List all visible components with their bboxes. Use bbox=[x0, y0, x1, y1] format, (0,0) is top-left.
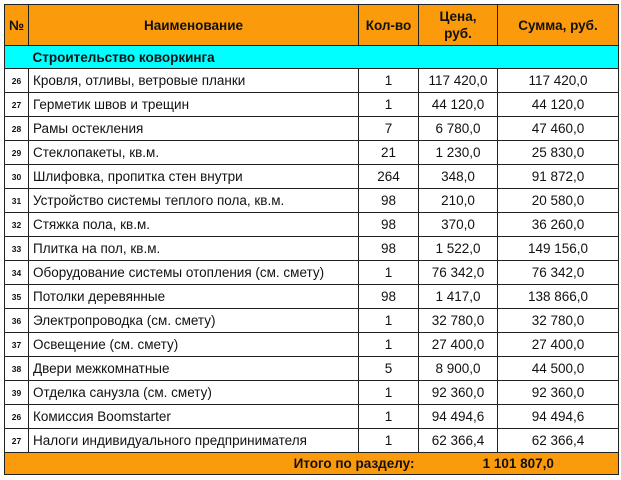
item-name: Устройство системы теплого пола, кв.м. bbox=[29, 189, 359, 213]
table-row bbox=[5, 429, 619, 453]
item-sum: 25 830,0 bbox=[498, 141, 619, 165]
row-number: 26 bbox=[5, 405, 29, 429]
item-price: 8 900,0 bbox=[419, 357, 498, 381]
table-row bbox=[5, 357, 619, 381]
item-qty: 21 bbox=[359, 141, 419, 165]
row-number: 31 bbox=[5, 189, 29, 213]
item-name: Рамы остекления bbox=[29, 117, 359, 141]
item-name: Плитка на пол, кв.м. bbox=[29, 237, 359, 261]
footer-label: Итого по разделу: bbox=[5, 453, 419, 475]
item-qty: 5 bbox=[359, 357, 419, 381]
item-name: Оборудование системы отопления (см. смету) bbox=[29, 261, 359, 285]
item-sum: 138 866,0 bbox=[498, 285, 619, 309]
item-price: 44 120,0 bbox=[419, 93, 498, 117]
item-qty: 264 bbox=[359, 165, 419, 189]
row-number: 38 bbox=[5, 357, 29, 381]
item-qty: 1 bbox=[359, 93, 419, 117]
table-row bbox=[5, 93, 619, 117]
header-qty: Кол-во bbox=[359, 5, 419, 46]
table-row bbox=[5, 285, 619, 309]
item-sum: 36 260,0 bbox=[498, 213, 619, 237]
row-number: 36 bbox=[5, 309, 29, 333]
item-name: Потолки деревянные bbox=[29, 285, 359, 309]
item-price: 370,0 bbox=[419, 213, 498, 237]
item-sum: 20 580,0 bbox=[498, 189, 619, 213]
item-price: 92 360,0 bbox=[419, 381, 498, 405]
item-name: Отделка санузла (см. смету) bbox=[29, 381, 359, 405]
item-qty: 1 bbox=[359, 333, 419, 357]
footer-row bbox=[5, 453, 619, 475]
item-qty: 1 bbox=[359, 309, 419, 333]
item-sum: 32 780,0 bbox=[498, 309, 619, 333]
row-number: 27 bbox=[5, 429, 29, 453]
item-sum: 44 120,0 bbox=[498, 93, 619, 117]
item-qty: 98 bbox=[359, 237, 419, 261]
item-price: 27 400,0 bbox=[419, 333, 498, 357]
section-spacer bbox=[419, 46, 498, 69]
section-title: Строительство коворкинга bbox=[29, 46, 359, 69]
item-sum: 92 360,0 bbox=[498, 381, 619, 405]
item-name: Комиссия Boomstarter bbox=[29, 405, 359, 429]
section-spacer bbox=[359, 46, 419, 69]
header-price-line2: руб. bbox=[444, 26, 472, 41]
item-price: 210,0 bbox=[419, 189, 498, 213]
item-price: 1 522,0 bbox=[419, 237, 498, 261]
item-price: 6 780,0 bbox=[419, 117, 498, 141]
item-sum: 76 342,0 bbox=[498, 261, 619, 285]
estimate-table bbox=[4, 4, 619, 475]
row-number: 28 bbox=[5, 117, 29, 141]
item-name: Шлифовка, пропитка стен внутри bbox=[29, 165, 359, 189]
table-row bbox=[5, 381, 619, 405]
item-sum: 44 500,0 bbox=[498, 357, 619, 381]
row-number: 29 bbox=[5, 141, 29, 165]
item-qty: 1 bbox=[359, 429, 419, 453]
section-row bbox=[5, 46, 619, 69]
item-sum: 62 366,4 bbox=[498, 429, 619, 453]
table-row bbox=[5, 261, 619, 285]
item-name: Освещение (см. смету) bbox=[29, 333, 359, 357]
item-qty: 1 bbox=[359, 381, 419, 405]
table-row bbox=[5, 237, 619, 261]
item-sum: 91 872,0 bbox=[498, 165, 619, 189]
item-price: 1 417,0 bbox=[419, 285, 498, 309]
item-price: 62 366,4 bbox=[419, 429, 498, 453]
header-price-line1: Цена, bbox=[439, 9, 477, 24]
section-spacer bbox=[5, 46, 29, 69]
header-num: № bbox=[5, 5, 29, 46]
item-name: Кровля, отливы, ветровые планки bbox=[29, 69, 359, 93]
table-row bbox=[5, 189, 619, 213]
item-qty: 1 bbox=[359, 261, 419, 285]
header-price bbox=[419, 5, 498, 46]
section-spacer bbox=[498, 46, 619, 69]
footer-total: 1 101 807,0 bbox=[419, 453, 619, 475]
header-sum: Сумма, руб. bbox=[498, 5, 619, 46]
row-number: 33 bbox=[5, 237, 29, 261]
item-sum: 117 420,0 bbox=[498, 69, 619, 93]
table-row bbox=[5, 405, 619, 429]
row-number: 26 bbox=[5, 69, 29, 93]
table-row bbox=[5, 213, 619, 237]
row-number: 32 bbox=[5, 213, 29, 237]
item-qty: 7 bbox=[359, 117, 419, 141]
item-name: Стяжка пола, кв.м. bbox=[29, 213, 359, 237]
item-name: Налоги индивидуального предпринимателя bbox=[29, 429, 359, 453]
item-name: Стеклопакеты, кв.м. bbox=[29, 141, 359, 165]
table-row bbox=[5, 333, 619, 357]
item-sum: 47 460,0 bbox=[498, 117, 619, 141]
table-row bbox=[5, 69, 619, 93]
item-name: Электропроводка (см. смету) bbox=[29, 309, 359, 333]
table-row bbox=[5, 117, 619, 141]
table-row bbox=[5, 165, 619, 189]
item-price: 348,0 bbox=[419, 165, 498, 189]
item-qty: 98 bbox=[359, 285, 419, 309]
item-price: 94 494,6 bbox=[419, 405, 498, 429]
item-price: 1 230,0 bbox=[419, 141, 498, 165]
header-name: Наименование bbox=[29, 5, 359, 46]
row-number: 37 bbox=[5, 333, 29, 357]
item-name: Герметик швов и трещин bbox=[29, 93, 359, 117]
row-number: 30 bbox=[5, 165, 29, 189]
item-name: Двери межкомнатные bbox=[29, 357, 359, 381]
item-qty: 98 bbox=[359, 213, 419, 237]
row-number: 35 bbox=[5, 285, 29, 309]
item-price: 117 420,0 bbox=[419, 69, 498, 93]
item-price: 76 342,0 bbox=[419, 261, 498, 285]
table-row bbox=[5, 309, 619, 333]
item-qty: 1 bbox=[359, 69, 419, 93]
item-sum: 94 494,6 bbox=[498, 405, 619, 429]
row-number: 39 bbox=[5, 381, 29, 405]
row-number: 34 bbox=[5, 261, 29, 285]
item-sum: 149 156,0 bbox=[498, 237, 619, 261]
item-qty: 98 bbox=[359, 189, 419, 213]
item-sum: 27 400,0 bbox=[498, 333, 619, 357]
header-row bbox=[5, 5, 619, 46]
item-price: 32 780,0 bbox=[419, 309, 498, 333]
item-qty: 1 bbox=[359, 405, 419, 429]
row-number: 27 bbox=[5, 93, 29, 117]
table-row bbox=[5, 141, 619, 165]
